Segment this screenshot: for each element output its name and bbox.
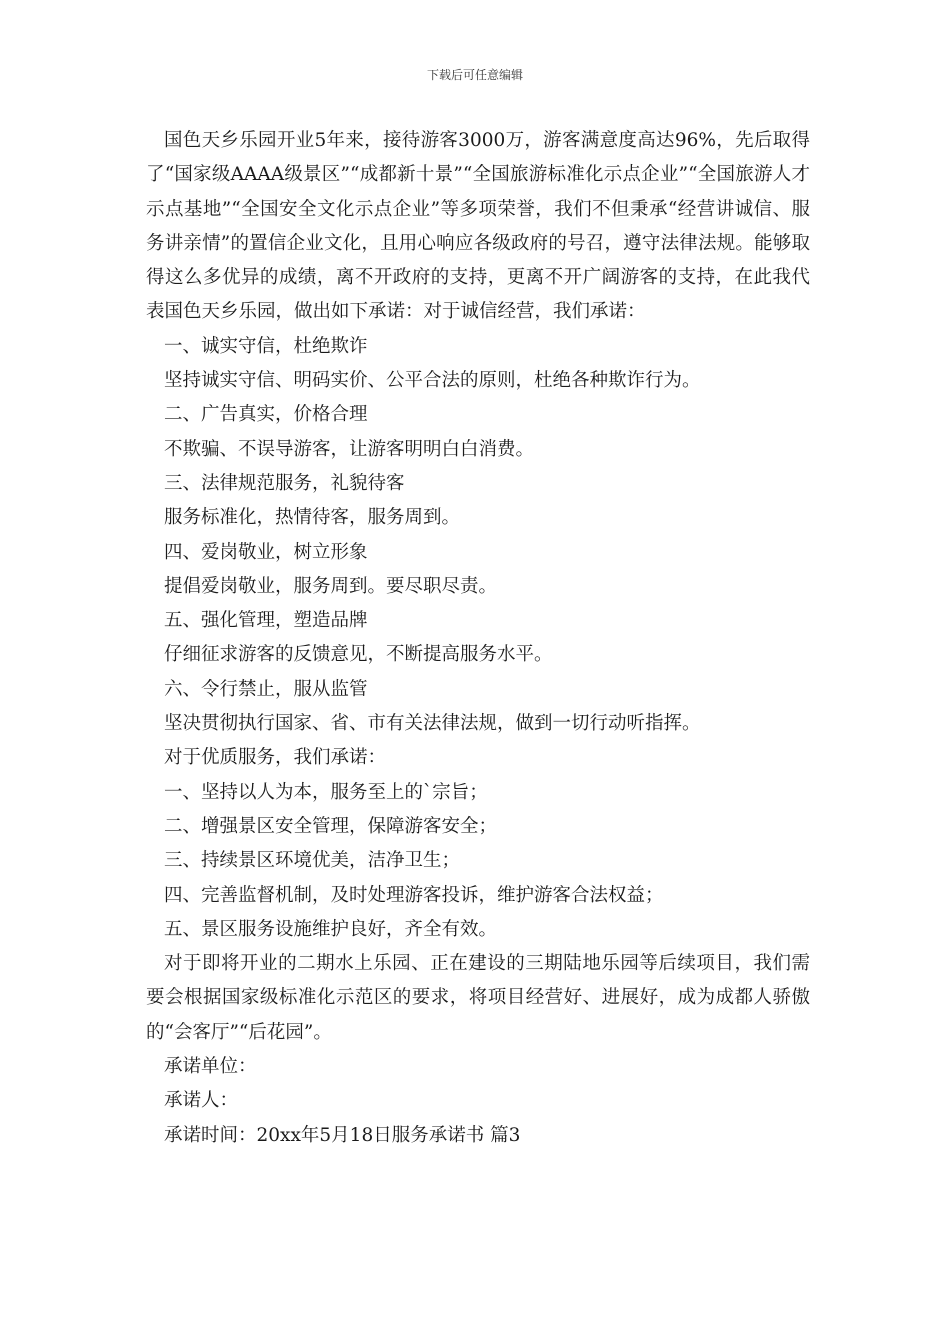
integrity-heading-5: 五、强化管理，塑造品牌 [164, 610, 368, 632]
integrity-heading-4: 四、爱岗敬业，树立形象 [164, 541, 368, 563]
signature-time: 承诺时间：20xx年5月18日服务承诺书 篇3 [164, 1124, 521, 1146]
service-item-5: 五、景区服务设施维护良好，齐全有效。 [164, 918, 498, 940]
intro-paragraph: 国色天乡乐园开业5年来，接待游客3000万，游客满意度高达96%，先后取得了“国家级AAAA级景区”“成都新十景”“全国旅游标准化示点企业”“全国旅游人才示点基地”“全国安全文化示点企业”等多项荣誉，我们不但秉承“经营讲诚信、服务讲亲情”的置信企业文化，且用心响应各级政府的号召，遵守法律法规。能够取得这么多优异的成绩，离不开政府的支持，更离不开广阔游客的支持，在此我代表国色天乡乐园，做出如下承诺：对于诚信经营，我们承诺： [146, 130, 810, 323]
integrity-heading-3: 三、法律规范服务，礼貌待客 [164, 472, 405, 494]
document-body [146, 124, 810, 1153]
page-header: 下载后可任意编辑 [426, 68, 523, 82]
integrity-body-5: 仔细征求游客的反馈意见，不断提高服务水平。 [164, 644, 553, 666]
integrity-body-4: 提倡爱岗敬业，服务周到。要尽职尽责。 [164, 575, 498, 597]
integrity-body-2: 不欺骗、不误导游客，让游客明明白白消费。 [164, 438, 535, 460]
signature-person: 承诺人： [164, 1090, 239, 1112]
service-item-3: 三、持续景区环境优美，洁净卫生； [164, 850, 461, 872]
service-intro: 对于优质服务，我们承诺： [164, 747, 387, 769]
service-item-2: 二、增强景区安全管理，保障游客安全； [164, 815, 498, 837]
future-paragraph: 对于即将开业的二期水上乐园、正在建设的三期陆地乐园等后续项目，我们需要会根据国家级标准化示范区的要求，将项目经营好、进展好，成为成都人骄傲的“会客厅”“后花园”。 [146, 953, 810, 1043]
signature-unit: 承诺单位： [164, 1056, 257, 1078]
integrity-heading-1: 一、诚实守信，杜绝欺诈 [164, 335, 368, 357]
service-item-4: 四、完善监督机制，及时处理游客投诉，维护游客合法权益； [164, 884, 664, 906]
integrity-body-3: 服务标准化，热情待客，服务周到。 [164, 507, 461, 529]
integrity-heading-2: 二、广告真实，价格合理 [164, 404, 368, 426]
integrity-body-1: 坚持诚实守信、明码实价、公平合法的原则，杜绝各种欺诈行为。 [164, 370, 701, 392]
service-item-1: 一、坚持以人为本，服务至上的`宗旨； [164, 781, 488, 803]
integrity-heading-6: 六、令行禁止，服从监管 [164, 678, 368, 700]
integrity-body-6: 坚决贯彻执行国家、省、市有关法律法规，做到一切行动听指挥。 [164, 713, 701, 735]
